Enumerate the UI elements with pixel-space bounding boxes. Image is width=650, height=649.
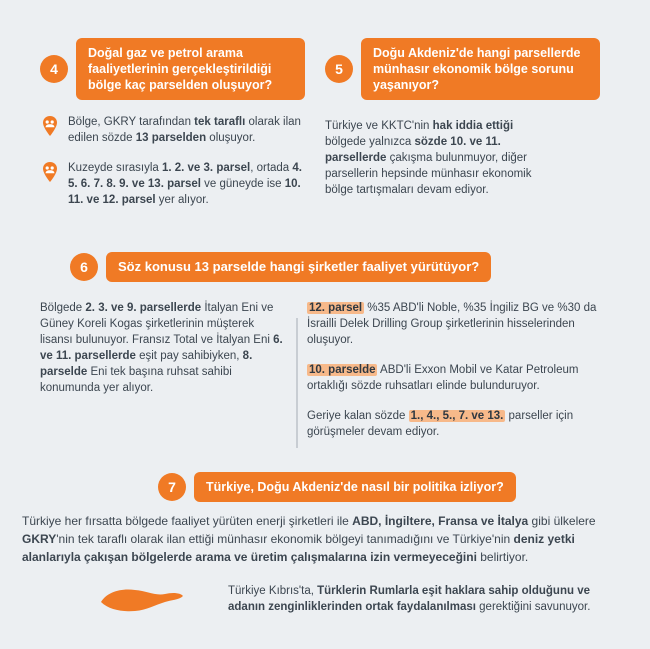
question-6-title: Söz konusu 13 parselde hangi şirketler faaliyet yürütüyor? (106, 252, 491, 282)
answer-7-paragraph-2: Türkiye Kıbrıs'ta, Türklerin Rumlarla eşit haklara sahip olduğunu ve adanın zenginliklerinden ortak faydalanılması gerektiğini savunuyor. (228, 585, 591, 613)
question-5-number: 5 (325, 55, 353, 83)
answer-6-right-column (307, 300, 607, 454)
question-4-number: 4 (40, 55, 68, 83)
answer-6-left-text: Bölgede 2. 3. ve 9. parsellerde İtalyan Eni ve Güney Koreli Kogas şirketlerinin müşterek lisansı bulunuyor. Fransız Total ve İtalyan Eni 6. ve 11. parsellerde eşit pay sahibiyken, 8. parselde Eni tek başına ruhsat sahibi konumunda yer alıyor. (40, 302, 283, 394)
map-pin-icon (40, 161, 60, 208)
question-block-7 (158, 472, 516, 502)
answer-6-right-text-2: 10. parselde ABD'li Exxon Mobil ve Katar Petroleum ortaklığı sözde ruhsatları elinde bulunduruyor. (307, 364, 579, 392)
question-5-header (325, 38, 610, 100)
question-7-header (158, 472, 516, 502)
question-5-title: Doğu Akdeniz'de hangi parsellerde münhasır ekonomik bölge sorunu yaşanıyor? (361, 38, 600, 100)
answer-6-columns (40, 300, 615, 454)
answer-4-text-2: Kuzeyde sırasıyla 1. 2. ve 3. parsel, ortada 4. 5. 6. 7. 8. 9. ve 13. parsel ve güneyde ise 10. 11. ve 12. parsel yer alıyor. (68, 162, 302, 206)
answer-7-paragraph-1: Türkiye her fırsatta bölgede faaliyet yürüten enerji şirketleri ile ABD, İngiltere, Fransa ve İtalya gibi ülkelere GKRY'nin tek taraflı olarak ilan ettiği münhasır ekonomik bölgeyi tanımadığını ve Türkiye'nin deniz yetki alanlarıyla çakışan bölgelerde arama ve üretim çalışmalarına izin vermeyeceğini belirtiyor. (22, 514, 596, 564)
question-block-4 (40, 38, 305, 208)
answer-6-right-text-3: Geriye kalan sözde 1., 4., 5., 7. ve 13. parseller için görüşmeler devam ediyor. (307, 410, 574, 438)
question-7-title: Türkiye, Doğu Akdeniz'de nasıl bir politika izliyor? (194, 472, 516, 502)
map-pin-icon (40, 115, 60, 146)
question-block-6 (70, 252, 590, 282)
question-6-number: 6 (70, 253, 98, 281)
answer-5-text: Türkiye ve KKTC'nin hak iddia ettiği bölgede yalnızca sözde 10. ve 11. parsellerde çakışma bulunmuyor, diğer parsellerin hepsinde münhasır ekonomik bölge tartışmaları devam ediyor. (325, 120, 532, 196)
answer-4-text-1: Bölge, GKRY tarafından tek taraflı olarak ilan edilen sözde 13 parselden oluşuyor. (68, 116, 301, 144)
cyprus-island-icon (95, 580, 185, 625)
answer-4-bullet-2 (40, 160, 305, 208)
question-7-number: 7 (158, 473, 186, 501)
question-4-header (40, 38, 305, 100)
question-block-5 (325, 38, 610, 198)
answer-6-right-text-1: 12. parsel %35 ABD'li Noble, %35 İngiliz BG ve %30 da İsrailli Delek Drilling Group şirketlerinin hisselerinden oluşuyor. (307, 302, 597, 346)
question-6-header (70, 252, 590, 282)
answer-4-bullet-1 (40, 114, 305, 146)
question-4-title: Doğal gaz ve petrol arama faaliyetlerinin gerçekleştirildiği bölge kaç parselden oluşuyor? (76, 38, 305, 100)
